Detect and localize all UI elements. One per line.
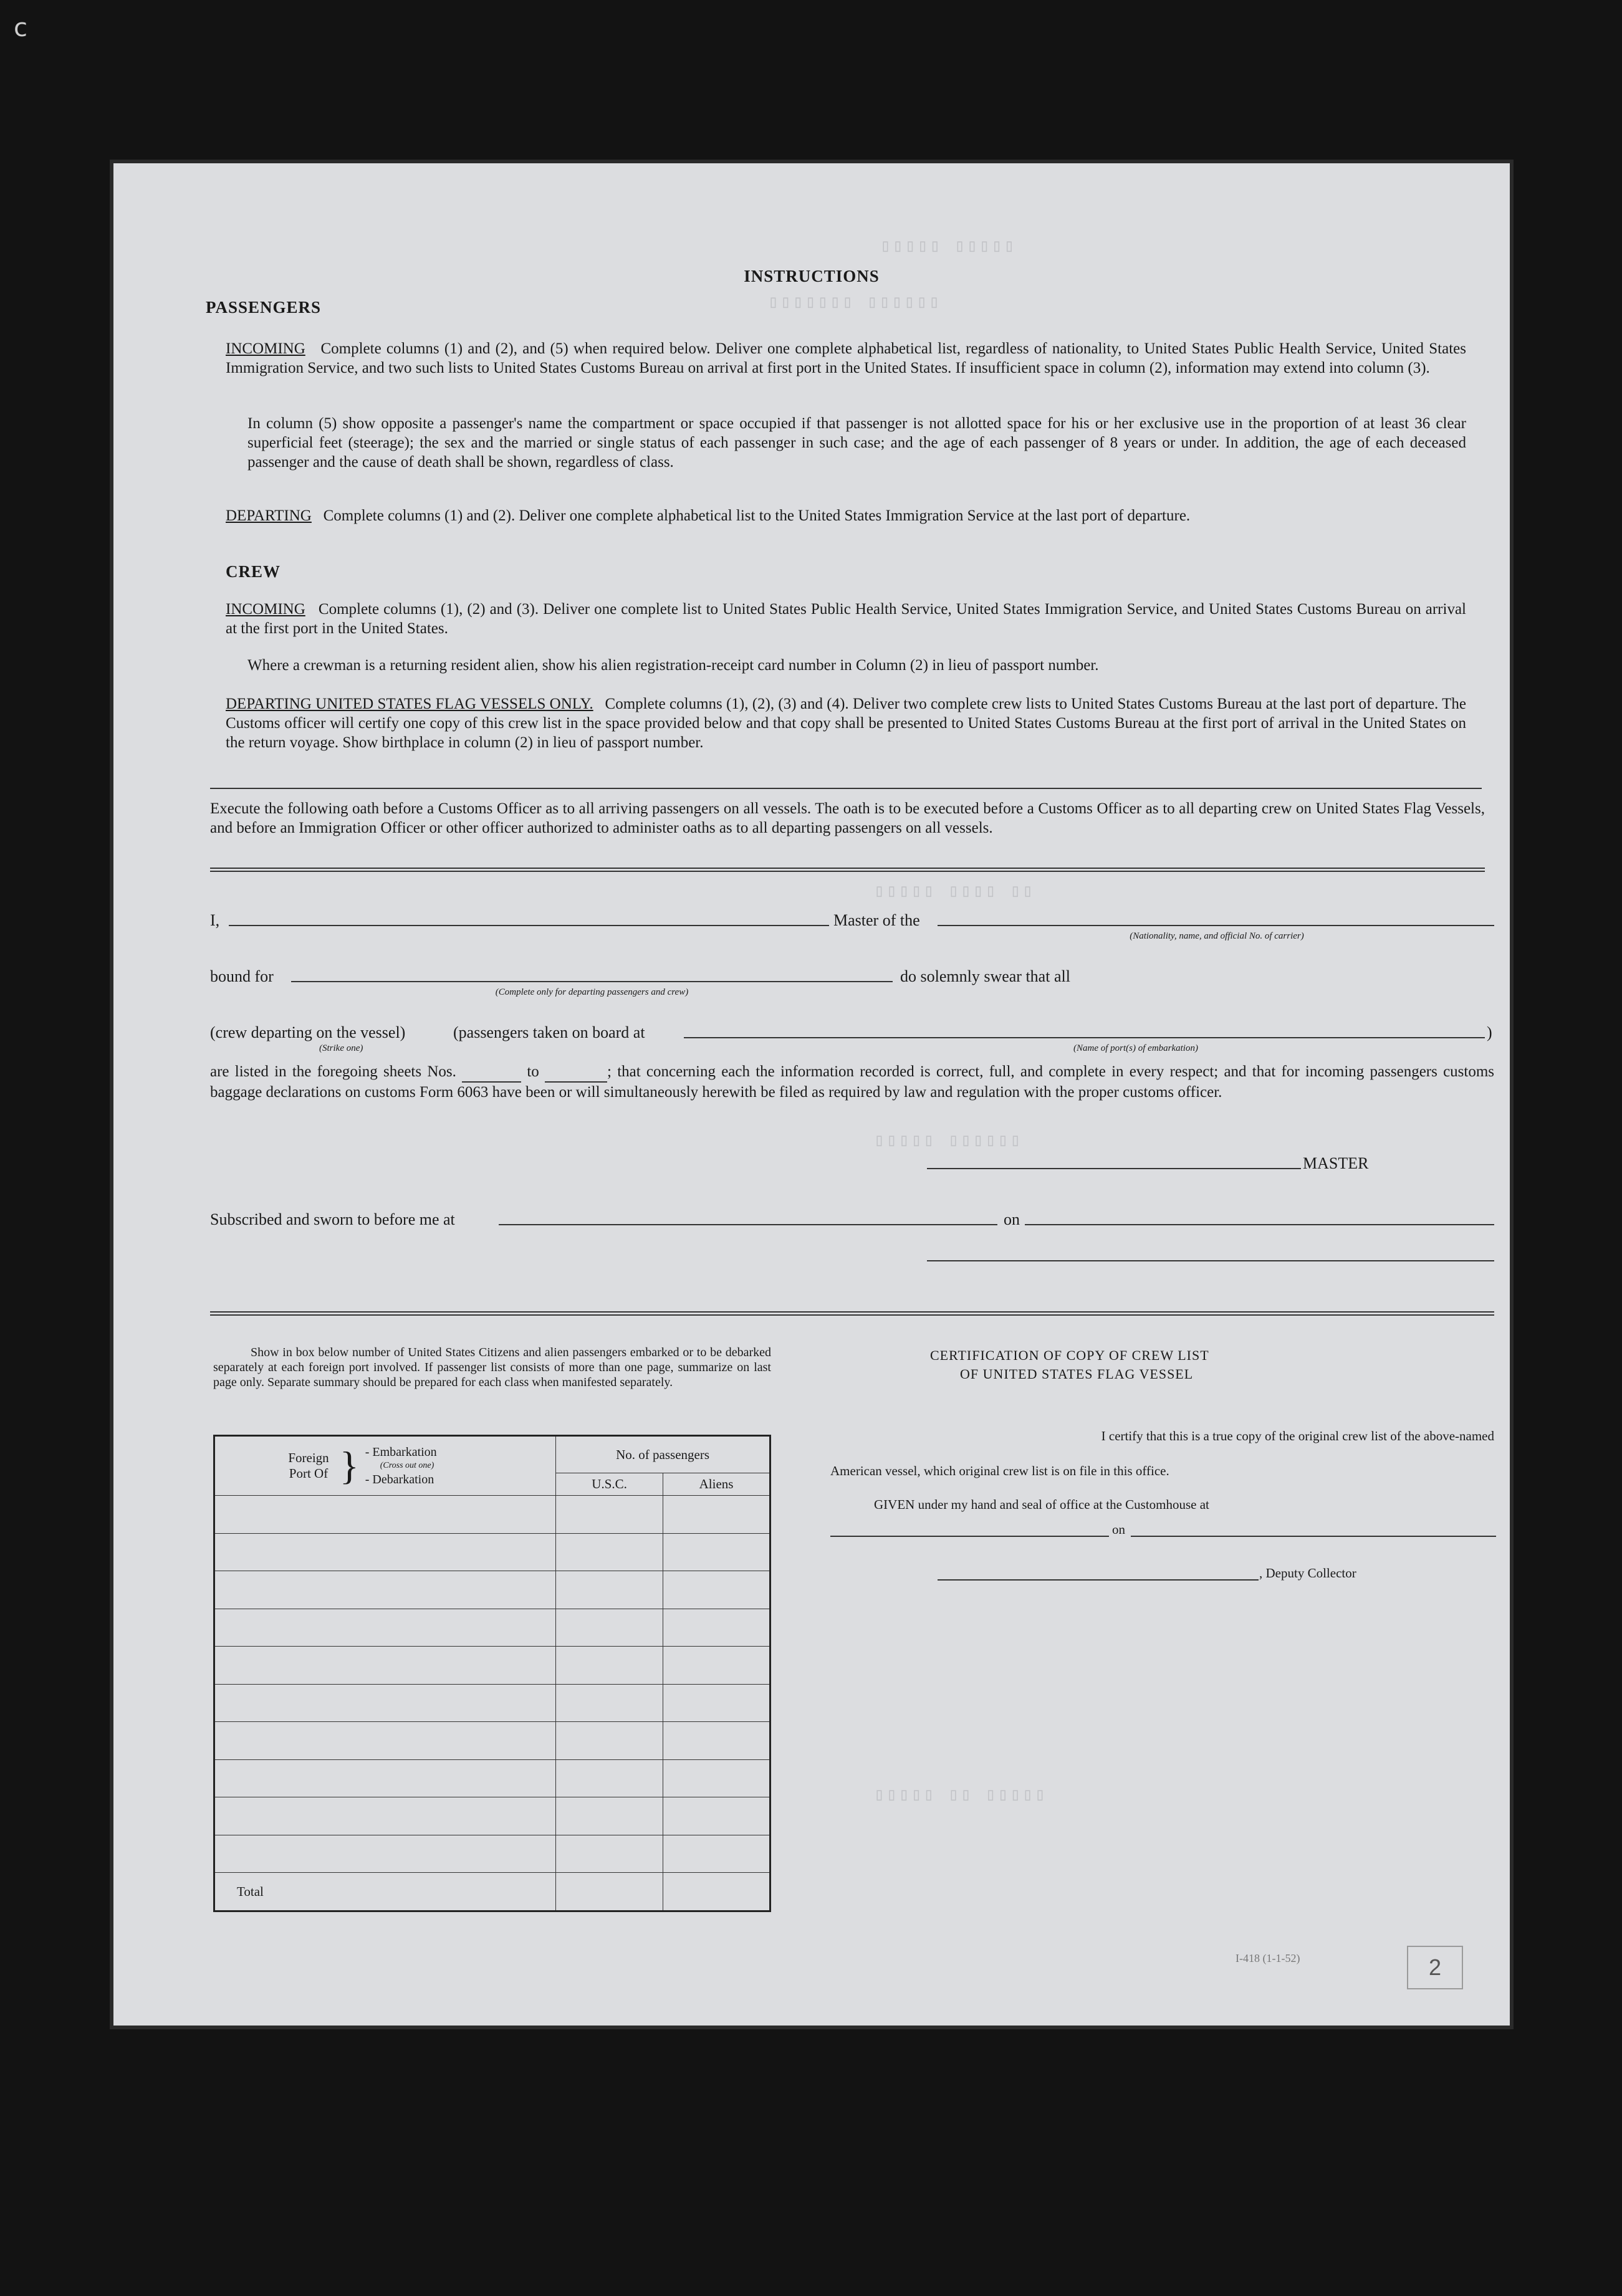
certification-text-1: I certify that this is a true copy of the original crew list of the above-named [1101,1428,1494,1443]
passengers-departing-section [226,506,1466,525]
certification-title-2: OF UNITED STATES FLAG VESSEL [960,1366,1194,1382]
sworn-date-field[interactable] [1025,1224,1494,1225]
listed-label-b: ; that concerning each the information recorded is correct, full, and complete in every respect; and that for incoming passengers customs baggage declarations on customs Form 6063 have been or will simultaneously herewith be filed as required by law and regulation with the proper customs officer. [210,1063,1495,1101]
usc-header: U.S.C. [556,1473,663,1496]
passengers-column5-text: In column (5) show opposite a passenger's name the compartment or space occupied if that passenger is not allotted space for his or her exclusive use in the proportion of at least 36 clear superficial feet (steerage); the sex and the married or single status of each passenger in such case; and the age of each passenger of 8 years or under. In addition, the age of each deceased passenger and the cause of death shall be shown, regardless of class. [247,415,1466,471]
table-row[interactable] [214,1835,770,1873]
divider [210,788,1482,789]
crew-incoming-label: INCOMING [226,601,305,618]
document-sheet [113,163,1510,2026]
certification-title-1: CERTIFICATION OF COPY OF CREW LIST [930,1347,1209,1363]
certification-text-2: American vessel, which original crew list is on file in this office. [830,1463,1169,1478]
passenger-summary-table [213,1435,771,1912]
oath-i-label: I, [210,911,220,929]
double-divider [210,868,1485,872]
carrier-field[interactable] [938,925,1494,926]
deputy-signature-field[interactable] [938,1579,1259,1581]
master-of-label: Master of the [833,911,920,929]
customhouse-field[interactable] [830,1536,1109,1537]
table-row[interactable] [214,1533,770,1571]
passengers-heading: PASSENGERS [206,298,322,317]
crew-departing-text: Complete columns (1), (2), (3) and (4). Deliver two complete crew lists to United States Customs Bureau at the last port of departure. The Customs officer will certify one copy of this crew list in the space provided below and that copy shall be presented to United States Customs Bureau at the first port of arrival in the United States on the return voyage. Show birthplace in column (2) in lieu of passport number. [226,696,1466,751]
foreign-port-label: Foreign Port Of [288,1450,329,1481]
passengers-incoming-label: INCOMING [226,340,305,357]
master-label: MASTER [1303,1154,1369,1172]
aliens-header: Aliens [663,1473,770,1496]
master-signature-field[interactable] [927,1168,1301,1169]
passengers-departing-label: DEPARTING [226,507,312,524]
passengers-departing-text: Complete columns (1) and (2). Deliver one complete alphabetical list to the United States Immigration Service at the last port of departure. [323,507,1191,524]
table-row[interactable] [214,1647,770,1685]
no-passengers-header: No. of passengers [556,1436,770,1473]
officer-signature-field[interactable] [927,1260,1494,1261]
close-paren: ) [1487,1023,1492,1041]
cross-out-note: (Cross out one) [380,1461,434,1470]
ports-field[interactable] [684,1037,1485,1038]
table-row[interactable] [214,1571,770,1609]
crew-incoming-section [226,600,1466,638]
crew-departing-label: DEPARTING UNITED STATES FLAG VESSELS ONLY. [226,696,593,712]
bleed-through-text: ▯▯▯▯▯ ▯▯ ▯▯▯▯▯ [874,1786,1047,1806]
total-row[interactable] [214,1873,770,1911]
crew-departing-option[interactable]: (crew departing on the vessel) [210,1023,406,1041]
certification-given: GIVEN under my hand and seal of office at the Customhouse at [874,1497,1209,1512]
ports-note: (Name of port(s) of embarkation) [1073,1043,1198,1053]
page-number: 2 [1407,1946,1463,1989]
sheet-from-field[interactable] [462,1062,521,1083]
subscribed-label: Subscribed and sworn to before me at [210,1210,455,1228]
box-instructions: Show in box below number of United States Citizens and alien passengers embarked or to be debarked separately at each foreign port involved. If passenger list consists of more than one page, summarize on last page only. Separate summary should be prepared for each class when manifested separately. [213,1346,771,1389]
bleed-through-text: ▯▯▯▯▯▯▯ ▯▯▯▯▯▯ [768,294,941,313]
deputy-collector-label: , Deputy Collector [1259,1566,1356,1581]
total-label: Total [214,1873,556,1911]
certification-date-field[interactable] [1131,1536,1496,1537]
scan-corner-mark: c [14,14,27,42]
table-row[interactable] [214,1722,770,1760]
debarkation-label[interactable]: - Debarkation [365,1473,434,1486]
embarkation-label[interactable]: - Embarkation [365,1445,437,1459]
passengers-incoming-section [226,339,1466,378]
crew-departing-section [226,694,1466,752]
swear-label: do solemnly swear that all [900,967,1070,985]
double-divider [210,1311,1494,1316]
page-title: INSTRUCTIONS [744,267,880,285]
certification-on-label: on [1112,1522,1125,1537]
table-row[interactable] [214,1496,770,1534]
table-row[interactable] [214,1797,770,1835]
table-row[interactable] [214,1684,770,1722]
passengers-taken-option[interactable]: (passengers taken on board at [453,1023,645,1041]
crew-incoming-text: Complete columns (1), (2) and (3). Deliver one complete list to United States Public Health Service, United States Immigration Service, and United States Customs Bureau on arrival at the first port in the United States. [226,601,1466,637]
crew-heading: CREW [226,562,281,581]
oath-statement [210,1062,1494,1102]
departing-note: (Complete only for departing passengers and crew) [495,987,689,997]
table-row[interactable] [214,1759,770,1797]
passengers-incoming-text: Complete columns (1) and (2), and (5) when required below. Deliver one complete alphabetical list, regardless of nationality, to United States Public Health Service, United States Immigration Service, and two such lists to United States Customs Bureau on arrival at first port in the United States. If insufficient space in column (2), information may extend into column (3). [226,340,1466,376]
foreign-port-header [214,1436,556,1496]
form-number: I-418 (1-1-52) [1236,1952,1300,1964]
bound-for-field[interactable] [291,981,893,982]
bleed-through-text: ▯▯▯▯▯ ▯▯▯▯ ▯▯ [874,883,1035,902]
bleed-through-text: ▯▯▯▯▯ ▯▯▯▯▯▯ [874,1132,1023,1151]
oath-intro: Execute the following oath before a Customs Officer as to all arriving passengers on all vessels. The oath is to be executed before a Customs Officer as to all departing crew on United States Flag Vessels, and before an Immigration Officer or other officer authorized to administer oaths as to all departing passengers on all vessels. [210,800,1485,836]
strike-one-note: (Strike one) [319,1043,363,1053]
listed-label-a: are listed in the foregoing sheets Nos. [210,1063,456,1080]
listed-to: to [527,1063,539,1080]
sworn-place-field[interactable] [499,1224,997,1225]
sworn-on-label: on [1004,1210,1020,1228]
carrier-note: (Nationality, name, and official No. of carrier) [1130,931,1304,941]
crew-resident-text: Where a crewman is a returning resident alien, show his alien registration-receipt card number in Column (2) in lieu of passport number. [247,657,1099,674]
bleed-through-text: ▯▯▯▯▯ ▯▯▯▯▯ [880,237,1017,257]
brace-glyph: } [340,1443,359,1488]
master-name-field[interactable] [229,925,829,926]
table-row[interactable] [214,1609,770,1647]
bound-for-label: bound for [210,967,274,985]
sheet-to-field[interactable] [545,1062,607,1083]
